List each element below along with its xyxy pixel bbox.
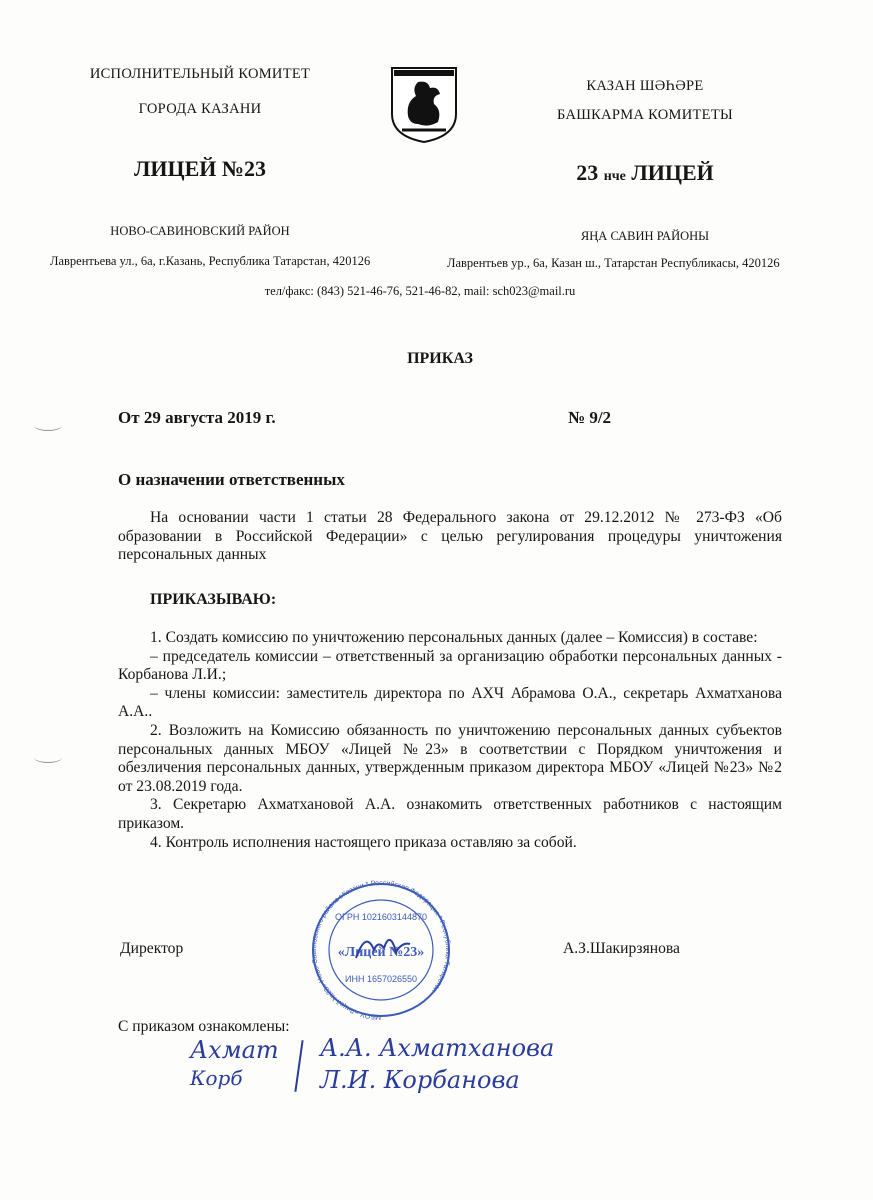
order-item: 3. Секретарю Ахматхановой А.А. ознакомить ответственных работников с настоящим приказом. bbox=[118, 796, 782, 832]
signature-name: Л.И. Корбанова bbox=[320, 1066, 520, 1094]
order-items bbox=[118, 629, 782, 852]
org-word: ЛИЦЕЙ bbox=[631, 160, 714, 185]
header-right-line1: КАЗАН ШӘҺӘРЕ bbox=[586, 78, 704, 94]
org-number: 23 bbox=[576, 160, 599, 185]
header-contacts: тел/факс: (843) 521-46-76, 521-46-82, mail: sch023@mail.ru bbox=[264, 284, 576, 298]
signature-name: А.А. Ахматханова bbox=[320, 1034, 555, 1062]
order-item: 4. Контроль исполнения настоящего приказа оставляю за собой. bbox=[150, 833, 577, 851]
signature-initials: Ахмат bbox=[190, 1036, 279, 1064]
header-right-org bbox=[510, 160, 780, 186]
order-word: ПРИКАЗЫВАЮ: bbox=[150, 591, 277, 608]
header-right-line2: БАШКАРМА КОМИТЕТЫ bbox=[557, 107, 733, 123]
org-suffix: нче bbox=[603, 169, 626, 184]
doc-type: ПРИКАЗ bbox=[407, 350, 473, 367]
acquainted-label: С приказом ознакомлены: bbox=[118, 1018, 290, 1035]
svg-text:ИНН 1657026550: ИНН 1657026550 bbox=[344, 974, 418, 984]
preamble bbox=[118, 509, 782, 565]
header-right-district: ЯҢА САВИН РАЙОНЫ bbox=[580, 229, 710, 243]
doc-subject: О назначении ответственных bbox=[118, 470, 345, 489]
order-item: 1. Создать комиссию по уничтожению персональных данных (далее – Комиссия) в составе: bbox=[150, 629, 758, 646]
svg-text:«Лицей №23»: «Лицей №23» bbox=[337, 945, 425, 960]
doc-number: № 9/2 bbox=[568, 408, 612, 427]
scan-mark bbox=[34, 420, 62, 431]
header-left-address: Лаврентьева ул., 6а, г.Казань, Республика Татарстан, 420126 bbox=[50, 254, 371, 268]
doc-date: От 29 августа 2019 г. bbox=[118, 408, 276, 427]
scan-mark bbox=[34, 752, 62, 763]
signer-name: А.З.Шакирзянова bbox=[563, 940, 680, 957]
coat-of-arms-icon bbox=[388, 66, 460, 144]
preamble-text: На основании части 1 статьи 28 Федерального закона от 29.12.2012 № 273-ФЗ «Об образовании в Российской Федерации» с целью регулирования процедуры уничтожения персональных данных bbox=[118, 509, 782, 564]
header-left-line1: ИСПОЛНИТЕЛЬНЫЙ КОМИТЕТ bbox=[89, 66, 311, 82]
signature-divider bbox=[294, 1040, 303, 1092]
svg-text:ОГРН 1021603144870: ОГРН 1021603144870 bbox=[335, 912, 427, 922]
header-left-org: ЛИЦЕЙ №23 bbox=[133, 156, 266, 181]
header-right-address: Лаврентьев ур., 6а, Казан ш., Татарстан Республикасы, 420126 bbox=[447, 256, 780, 270]
official-stamp bbox=[286, 880, 476, 1020]
signer-title: Директор bbox=[120, 940, 184, 957]
order-item: – члены комиссии: заместитель директора по АХЧ Абрамова О.А., секретарь Ахматханова А.А.. bbox=[118, 684, 782, 721]
order-item: 2. Возложить на Комиссию обязанность по уничтожению персональных данных субъектов персональных данных МБОУ «Лицей №23» в соответствии с Порядком уничтожения и обезличения персональных данных, утвержденным приказом директора МБОУ «Лицей №23» №2 от 23.08.2019 года. bbox=[118, 721, 782, 795]
header-left-district: НОВО-САВИНОВСКИЙ РАЙОН bbox=[110, 224, 290, 238]
header-left-line2: ГОРОДА КАЗАНИ bbox=[138, 101, 262, 117]
signature-initials: Корб bbox=[190, 1066, 243, 1090]
svg-text:МБОУ «Лицей №23» Ново-Савиновс: МБОУ «Лицей №23» Ново-Савиновского района г.Казани * Российская Федерация * Республика Татарстан bbox=[311, 880, 452, 1020]
order-item: – председатель комиссии – ответственный за организацию обработки персональных данных - Корбанова Л.И.; bbox=[118, 647, 782, 684]
